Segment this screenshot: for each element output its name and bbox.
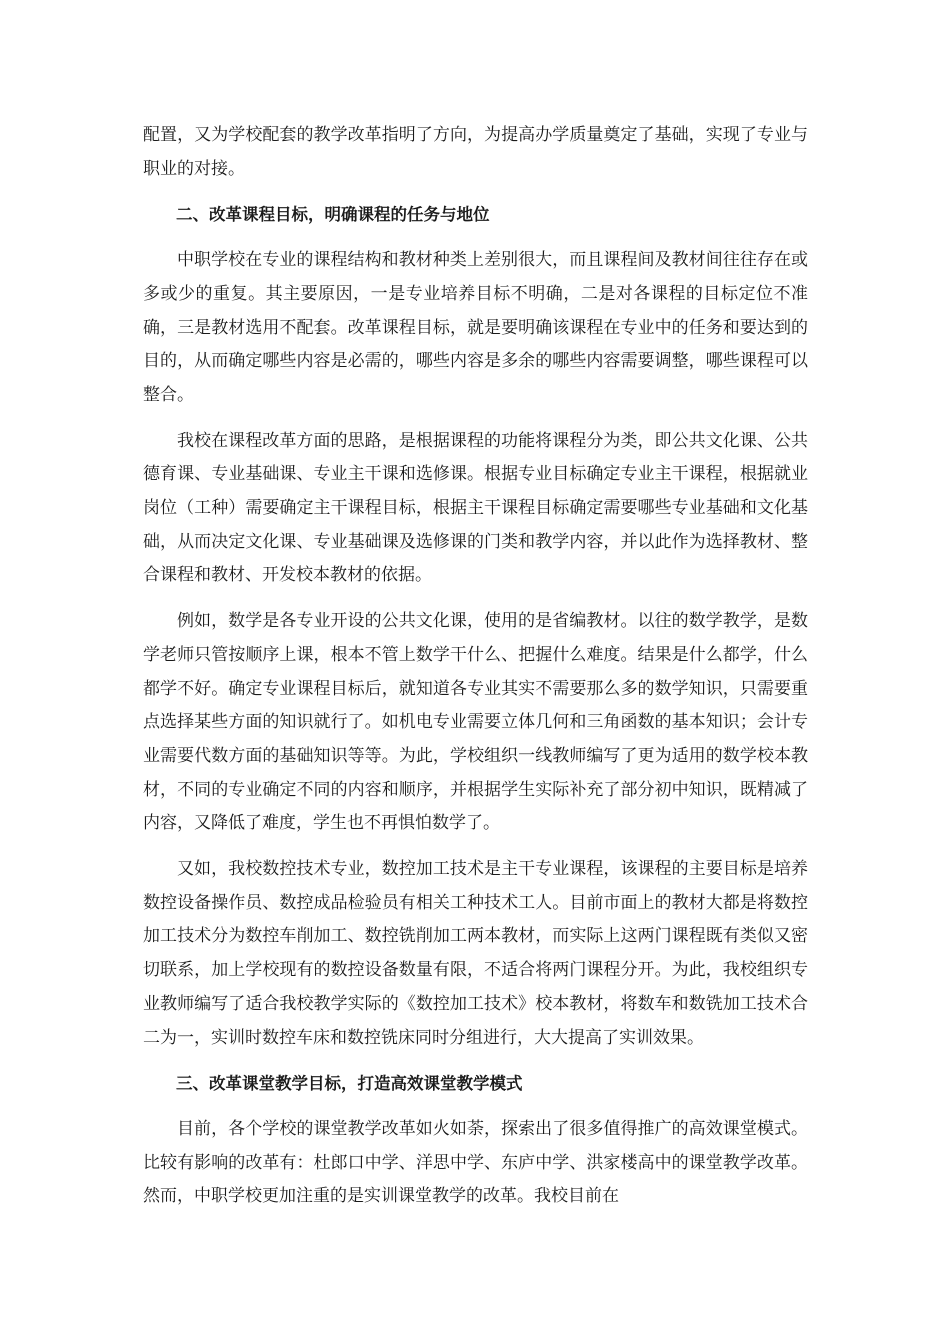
paragraph-3: 例如，数学是各专业开设的公共文化课，使用的是省编教材。以往的数学教学，是数学老师只管按顺序上课，根本不管上数学干什么、把握什么难度。结果是什么都学，什么都学不好。确定专业课程目标后，就知道各专业其实不需要那么多的数学知识，只需要重点选择某些方面的知识就行了。如机电专业需要立体几何和三角函数的基本知识；会计专业需要代数方面的基础知识等等。为此，学校组织一线教师编写了更为适用的数学校本教材，不同的专业确定不同的内容和顺序，并根据学生实际补充了部分初中知识，既精减了内容，又降低了难度，学生也不再惧怕数学了。 (143, 611, 808, 834)
spacer (143, 232, 808, 244)
spacer (143, 1055, 808, 1067)
spacer (143, 841, 808, 853)
paragraph-continuation: 配置，又为学校配套的教学改革指明了方向，为提高办学质量奠定了基础，实现了专业与职业的对接。 (143, 125, 808, 179)
section-heading-2: 二、改革课程目标，明确课程的任务与地位 (176, 205, 490, 225)
paragraph-1: 中职学校在专业的课程结构和教材种类上差别很大，而且课程间及教材间往往存在或多或少的重复。其主要原因，一是专业培养目标不明确，二是对各课程的目标定位不准确，三是教材选用不配套。改革课程目标，就是要明确该课程在专业中的任务和要达到的目的，从而确定哪些内容是必需的，哪些内容是多余的哪些内容需要调整，哪些课程可以整合。 (143, 250, 808, 405)
spacer (143, 593, 808, 605)
spacer (143, 186, 808, 198)
paragraph-4: 又如，我校数控技术专业，数控加工技术是主干专业课程，该课程的主要目标是培养数控设备操作员、数控成品检验员有相关工种技术工人。目前市面上的教材大都是将数控加工技术分为数控车削加工、数控铣削加工两本教材，而实际上这两门课程既有类似又密切联系，加上学校现有的数控设备数量有限，不适合将两门课程分开。为此，我校组织专业教师编写了适合我校教学实际的《数控加工技术》校本教材，将数车和数铣加工技术合二为一，实训时数控车床和数控铣床同时分组进行，大大提高了实训效果。 (143, 859, 808, 1048)
paragraph-2: 我校在课程改革方面的思路，是根据课程的功能将课程分为类，即公共文化课、公共德育课、专业基础课、专业主干课和选修课。根据专业目标确定专业主干课程，根据就业岗位（工种）需要确定主干课程目标，根据主干课程目标确定需要哪些专业基础和文化基础，从而决定文化课、专业基础课及选修课的门类和教学内容，并以此作为选择教材、整合课程和教材、开发校本教材的依据。 (143, 430, 808, 586)
spacer (143, 1101, 808, 1113)
document-page (143, 119, 808, 1214)
paragraph-5: 目前，各个学校的课堂教学改革如火如荼，探索出了很多值得推广的高效课堂模式。比较有影响的改革有：杜郎口中学、洋思中学、东庐中学、洪家楼高中的课堂教学改革。然而，中职学校更加注重的是实训课堂教学的改革。我校目前在 (143, 1118, 808, 1207)
section-heading-3: 三、改革课堂教学目标，打造高效课堂教学模式 (176, 1074, 523, 1094)
spacer (143, 413, 808, 425)
